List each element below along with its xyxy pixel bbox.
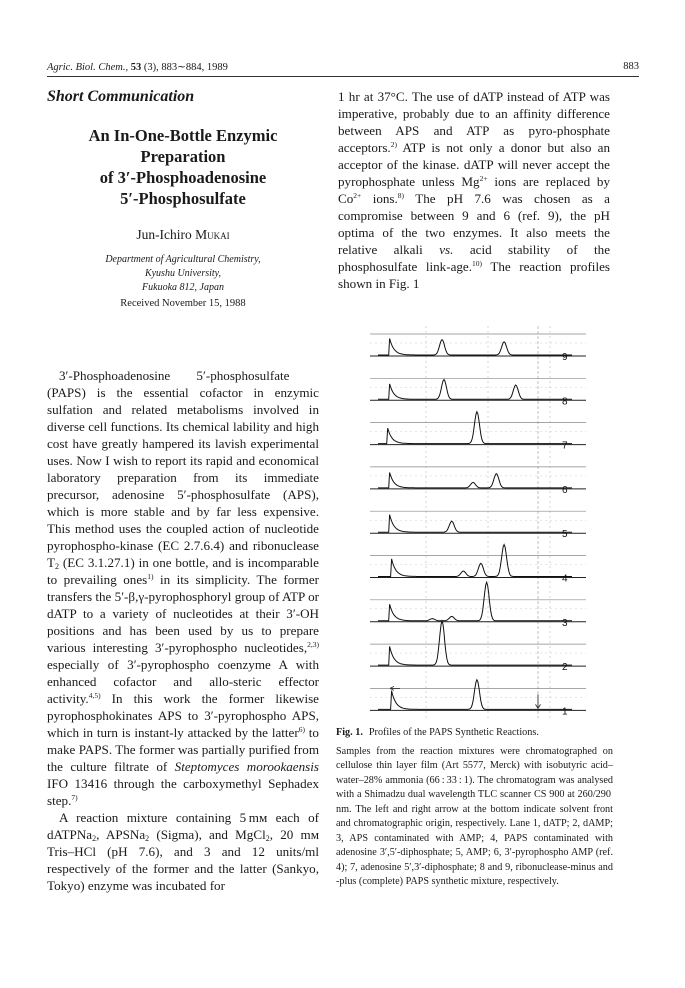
author-last-name: Mukai	[195, 227, 230, 242]
text-run: to make PAPS. The former was partially purified from the culture filtrate of	[47, 725, 319, 774]
reference-marker: 7)	[71, 793, 78, 802]
text-run: vs.	[439, 242, 454, 257]
text-run: acid stability of the phosphosulfate link-age.	[338, 242, 611, 274]
affiliation-line: Fukuoka 812, Japan	[142, 282, 224, 293]
figure-label: Fig. 1.	[336, 727, 363, 738]
text-run: IFO 13416 through the carboxymethyl Sephadex step.	[47, 776, 319, 808]
journal-issue-pages: (3), 883∼884, 1989	[141, 62, 228, 73]
page-number: 883	[623, 61, 639, 72]
reference-marker: 4,5)	[88, 691, 101, 700]
reference-marker: 2)	[390, 140, 397, 149]
ion-charge: 2+	[479, 174, 488, 183]
text-run: ions.	[361, 191, 398, 206]
reference-marker: 2,3)	[307, 640, 319, 649]
lane-trace	[378, 515, 572, 533]
text-run: especially of 3′-pyrophospho coenzyme A with enhanced cofactor and allo-steric effector activity.	[47, 657, 319, 706]
reference-marker: 1)	[147, 572, 154, 581]
title-line: An In-One-Bottle Enzymic Preparation	[88, 126, 278, 166]
title-line: of 3′-Phosphoadenosine	[99, 168, 267, 187]
text-run: ATP is not only a donor but also an acceptor of the kinase. dATP will never accept the pyrophosphate unless Mg	[338, 140, 610, 189]
left-column	[47, 88, 319, 894]
text-run: The pH 7.6 was chosen as a compromise between 9 and 6 (ref. 9), the pH optima of the two enzymes. It also meets the relative alkali	[338, 191, 610, 257]
lane-trace	[378, 621, 572, 665]
text-run: , 20 mᴍ Tris–HCl (pH 7.6), and 3 and 12 units/ml respectively of the former and the latter (Sankyo, Tokyo) enzyme was incubated for	[47, 827, 319, 893]
chromatogram-plot	[366, 326, 614, 718]
lane-label: 6	[562, 484, 568, 496]
lane-trace	[378, 545, 572, 577]
text-run: 3′-Phosphoadenosine 5′-phosphosulfate (PAPS) is the essential cofactor in enzymic sulfation and related metabolisms involved in diverse cell functions. Its chemical lability and high cost have greatly hampered its lavish experimental uses. Now I wish to report its rapid and economical laboratory preparation from its immediate precursor, adenosine 5′-phosphosulfate (APS), which is more stable and by far less expensive. This method uses the coupled action of nucleotide pyrophospho-kinase (EC 2.7.6.4) and ribonuclease T	[47, 368, 319, 570]
section-label: Short Communication	[47, 88, 195, 105]
subscript: 2	[55, 562, 59, 571]
subscript: 2	[265, 834, 270, 843]
reference-marker: 8)	[397, 191, 405, 200]
running-head	[47, 60, 639, 77]
text-run: 1 hr at 37°C. The use of dATP instead of ATP was imperative, probably due to an affinity difference between APS and ATP as pyro-phosphate acceptors.	[338, 89, 610, 155]
received-date: Received November 15, 1988	[120, 298, 246, 309]
text-run: in its simplicity. The former transfers the 5′-β,γ-pyrophosphoryl group of ATP or dATP to a variety of nucleotides at their 3′-OH positions and has been used by us to prepare various interesting 3′-pyrophospho nucleotides,	[47, 572, 319, 655]
article-title	[47, 125, 319, 209]
lane-label: 5	[562, 529, 568, 541]
text-run: The reaction profiles shown in Fig. 1	[338, 259, 610, 291]
lane-trace	[378, 339, 572, 356]
lane-label: 7	[562, 440, 568, 452]
figure-caption	[336, 726, 613, 890]
text-run: ions are replaced by Co	[338, 174, 610, 206]
species-name: Steptomyces morookaensis	[174, 759, 319, 774]
origin-arrow-icon	[536, 694, 541, 708]
lane-trace	[378, 680, 572, 710]
author	[47, 227, 319, 243]
text-run: (EC 3.1.27.1) in one bottle, and is incomparable to prevailing ones	[47, 555, 319, 587]
ion-charge: 2+	[353, 191, 362, 200]
text-run: In this work the former likewise pyrophosphokinates APS to 3′-pyrophospho APS, which in turn is instant-ly attacked by the latter	[47, 691, 319, 740]
methods-paragraph	[47, 809, 319, 894]
affiliation-line: Department of Agricultural Chemistry,	[105, 254, 261, 265]
solvent-front-arrow-icon	[390, 686, 400, 690]
affiliation-line: Kyushu University,	[144, 268, 222, 279]
text-run: A reaction mixture containing 5 mᴍ each of dATPNa	[47, 810, 319, 842]
lane-trace	[378, 582, 572, 621]
lane-trace	[378, 380, 572, 400]
journal-citation	[47, 61, 228, 73]
subscript: 2	[145, 834, 150, 843]
subscript: 2	[92, 834, 97, 843]
lane-label: 1	[562, 706, 568, 718]
lane-label: 9	[562, 352, 568, 363]
right-column	[338, 88, 610, 292]
figure-title: Profiles of the PAPS Synthetic Reactions.	[368, 727, 539, 738]
text-run: (Sigma), and MgCl	[149, 827, 266, 842]
reference-marker: 10)	[472, 259, 483, 268]
lane-label: 3	[562, 617, 568, 629]
caption-text: Samples from the reaction mixtures were chromatographed on cellulose thin layer film (Art 5577, Merck) with isobutyric acid–water–28% ammonia (66 : 33 : 1). The chromatogram was analysed with a Shimadzu dual wavelength TLC scanner CS 900 at 260/290 nm. The left and right arrow at the bottom indicate solvent front and chromatographic origin, respectively. Lane 1, dATP; 2, dAMP; 3, APS contaminated with AMP; 4, PAPS contaminated with adenosine 3′,5′-diphosphate; 5, AMP; 6, 3′-pyrophospho AMP (ref. 4); 7, adenosine 5′,3′-diphosphate; 8 and 9, ribonuclease-minus and -plus (complete) PAPS synthetic mixture, respectively.	[336, 745, 613, 887]
journal-volume: 53	[130, 62, 142, 73]
lane-trace	[378, 473, 572, 488]
lane-label: 8	[562, 396, 568, 408]
lane-label: 4	[562, 573, 568, 585]
reference-marker: 6)	[298, 725, 305, 734]
lane-label: 2	[562, 662, 568, 674]
figure-chromatogram	[366, 326, 614, 718]
author-first-name: Jun-Ichiro	[136, 227, 196, 242]
continued-paragraph	[338, 88, 610, 292]
journal-name: Agric. Biol. Chem.,	[47, 62, 129, 73]
intro-paragraph	[47, 367, 319, 809]
title-line: 5′-Phosphosulfate	[120, 189, 246, 208]
lane-trace	[378, 412, 572, 444]
affiliation	[47, 253, 319, 295]
text-run: , APSNa	[96, 827, 146, 842]
